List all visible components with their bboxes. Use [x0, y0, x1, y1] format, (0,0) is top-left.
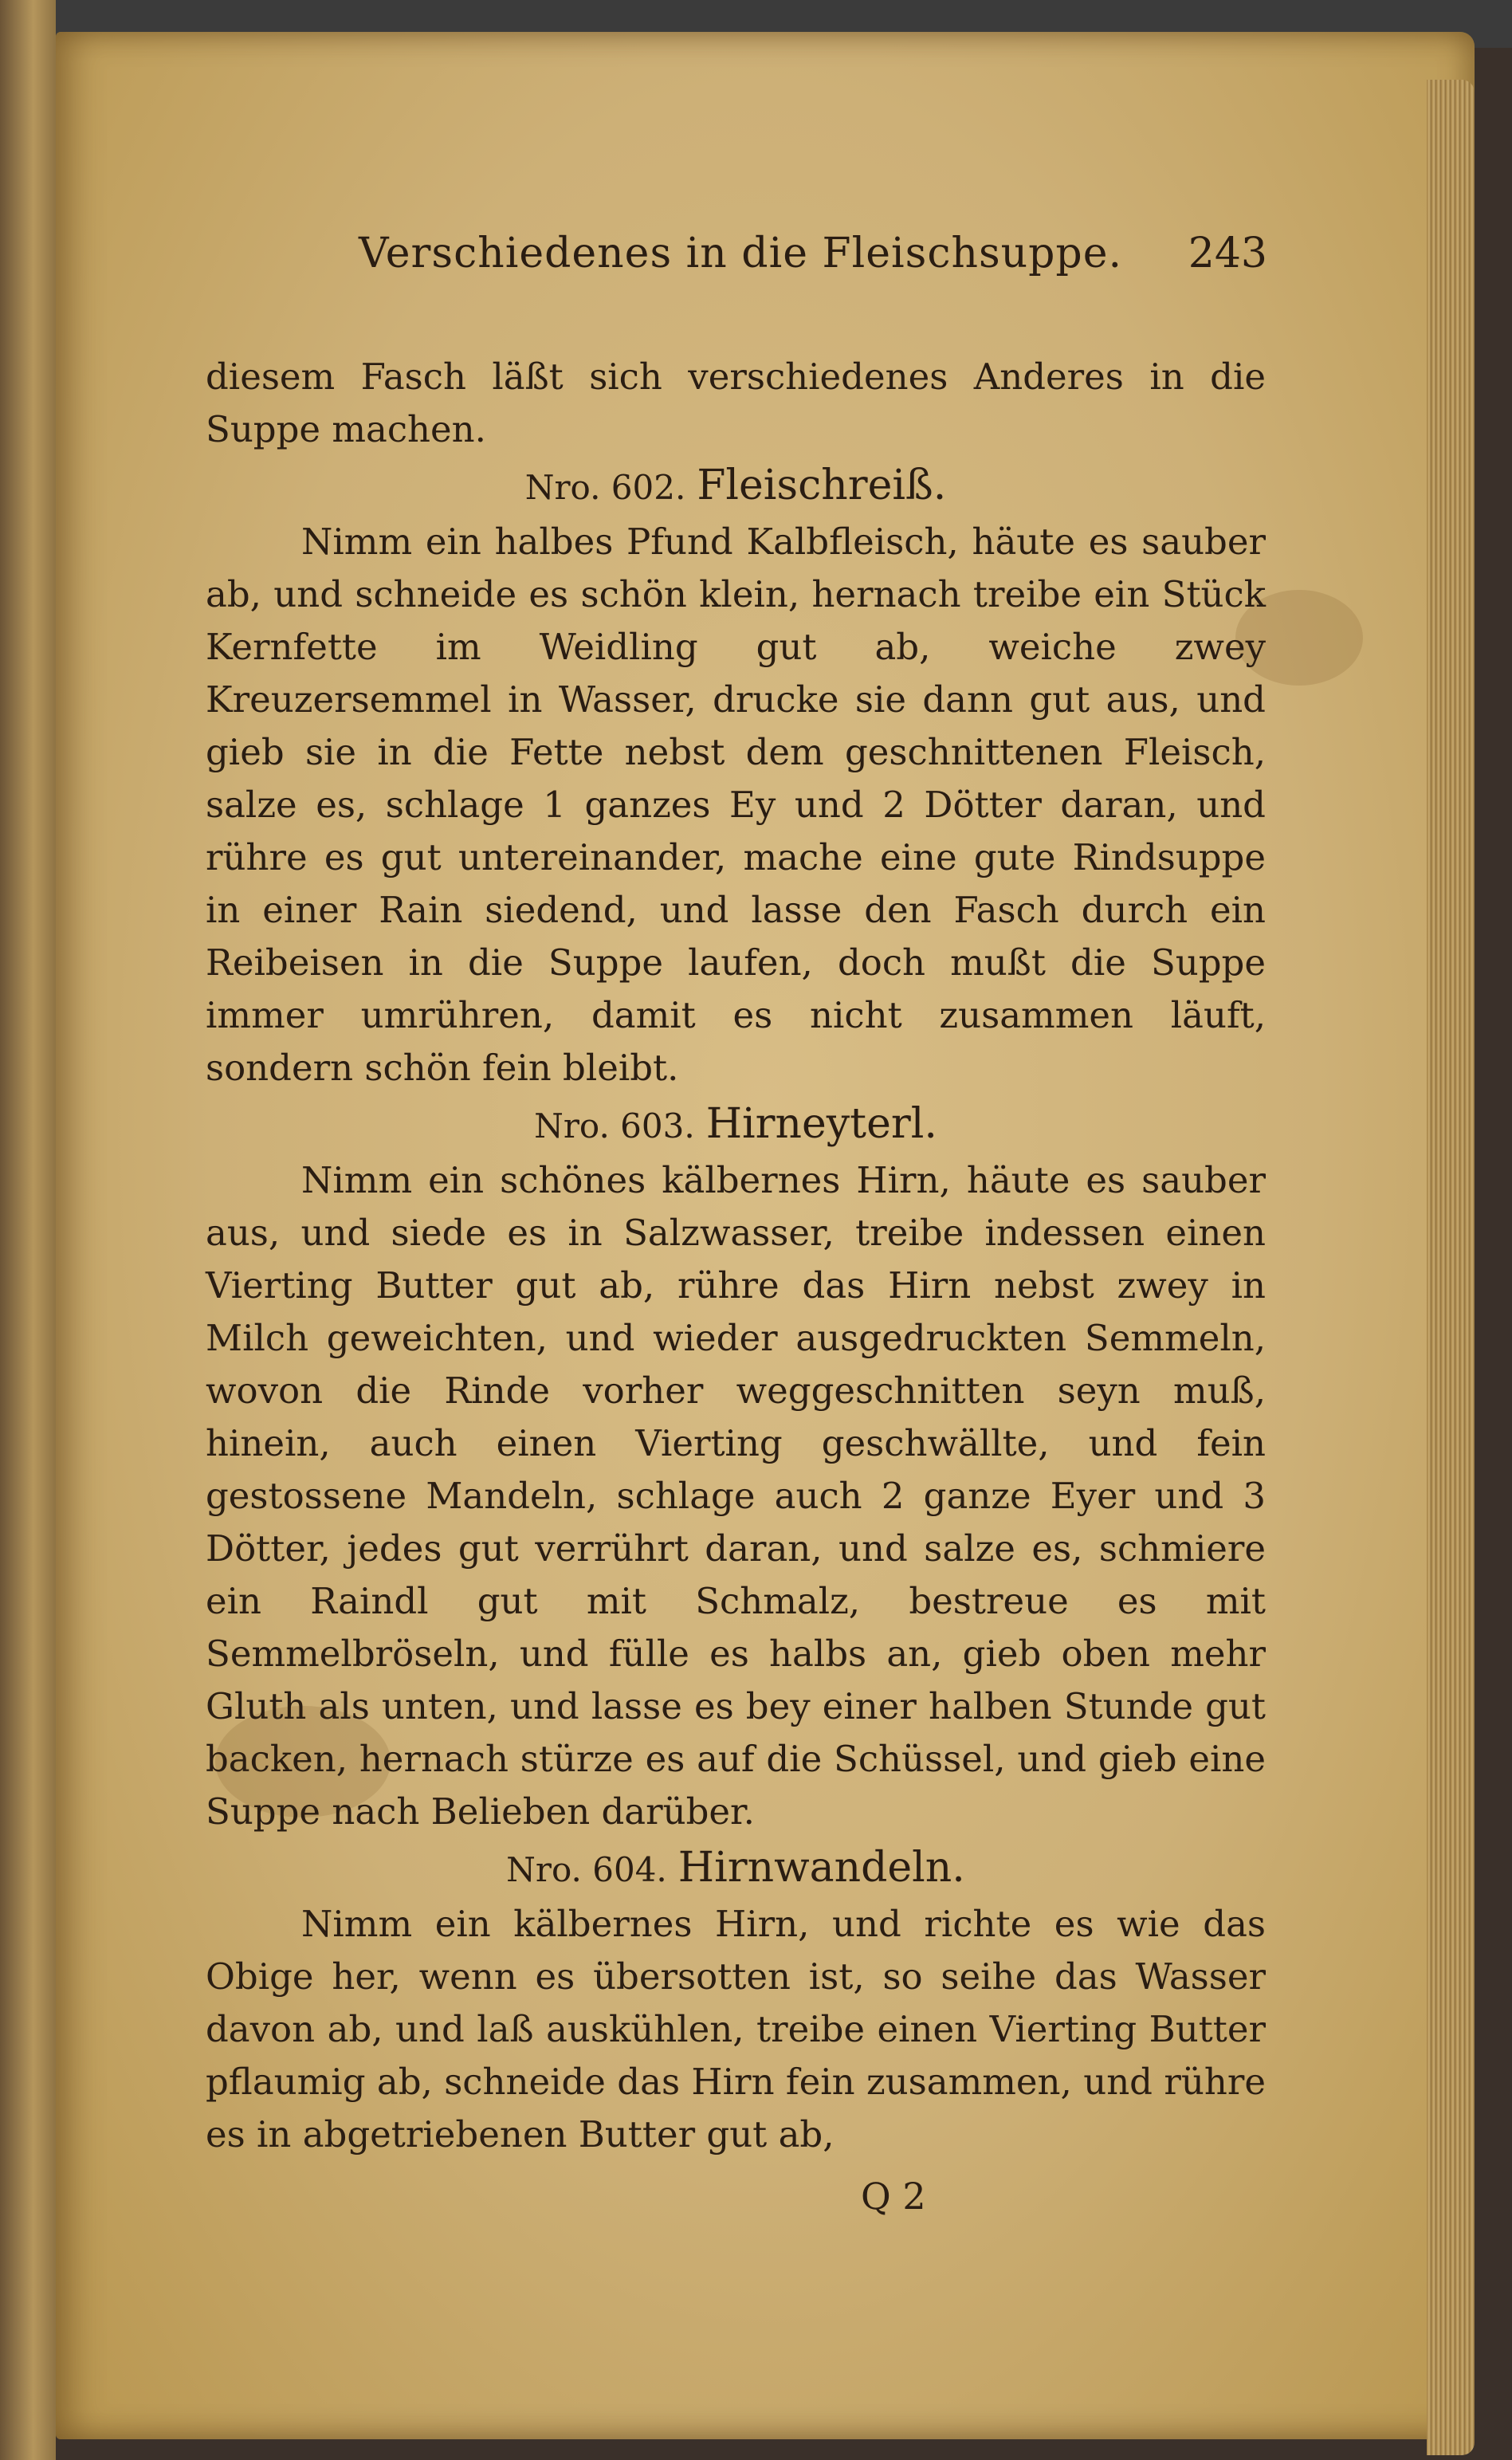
intro-paragraph: diesem Fasch läßt sich verschiedenes Anderes in die Suppe machen.: [206, 356, 1266, 450]
page-number: 243: [1188, 230, 1267, 277]
recipe-text: Nimm ein schönes kälbernes Hirn, häute es sauber aus, und siede es in Salzwasser, treibe indessen einen Vierting Butter gut ab, rühre das Hirn nebst zwey in Milch geweichten, und wieder ausgedruckten Semmeln, wovon die Rinde vorher weggeschnitten seyn muß, hinein, auch einen Vierting geschwällte, und fein gestossene Mandeln, schlage auch 2 ganze Eyer und 3 Dötter, jedes gut verrührt daran, und salze es, schmiere ein Raindl gut mit Schmalz, bestreue es mit Semmelbröseln, und fülle es halbs an, gieb oben mehr Gluth als unten, und lasse es bey einer halben Stunde gut backen, hernach stürze es auf die Schüssel, und gieb eine Suppe nach Belieben darüber.: [206, 1159, 1266, 1833]
recipe-title: Fleischreiß.: [697, 462, 947, 509]
recipe-number: Nro. 602.: [524, 468, 686, 507]
body-text: [206, 351, 1266, 2161]
recipe-title: Hirnwandeln.: [677, 1844, 965, 1892]
page-fore-edge: [1427, 80, 1475, 2455]
recipe-number: Nro. 603.: [534, 1106, 695, 1146]
running-head-title: Verschiedenes in die Fleischsuppe.: [359, 230, 1122, 277]
recipe-heading: [206, 458, 1266, 516]
recipe-text: Nimm ein kälbernes Hirn, und richte es wie das Obige her, wenn es übersotten ist, so seihe das Wasser davon ab, und laß auskühlen, treibe einen Vierting Butter pflaumig ab, schneide das Hirn fein zusammen, und rühre es in abgetriebenen Butter gut ab,: [206, 1903, 1266, 2155]
recipe-title: Hirneyterl.: [705, 1100, 937, 1148]
recipe-heading: [206, 1096, 1266, 1154]
facing-page-edge: [0, 0, 56, 2460]
signature-mark: Q 2: [861, 2175, 926, 2218]
recipe-number: Nro. 604.: [506, 1850, 667, 1889]
recipe-heading: [206, 1840, 1266, 1898]
recipe-text: Nimm ein halbes Pfund Kalbfleisch, häute es sauber ab, und schneide es schön klein, hernach treibe ein Stück Kernfette im Weidling gut ab, weiche zwey Kreuzersemmel in Wasser, drucke sie dann gut aus, und gieb sie in die Fette nebst dem geschnittenen Fleisch, salze es, schlage 1 ganzes Ey und 2 Dötter daran, und rühre es gut untereinander, mache eine gute Rindsuppe in einer Rain siedend, und lasse den Fasch durch ein Reibeisen in die Suppe laufen, doch mußt die Suppe immer umrühren, damit es nicht zusammen läuft, sondern schön fein bleibt.: [206, 521, 1266, 1089]
running-head: [359, 230, 1267, 277]
